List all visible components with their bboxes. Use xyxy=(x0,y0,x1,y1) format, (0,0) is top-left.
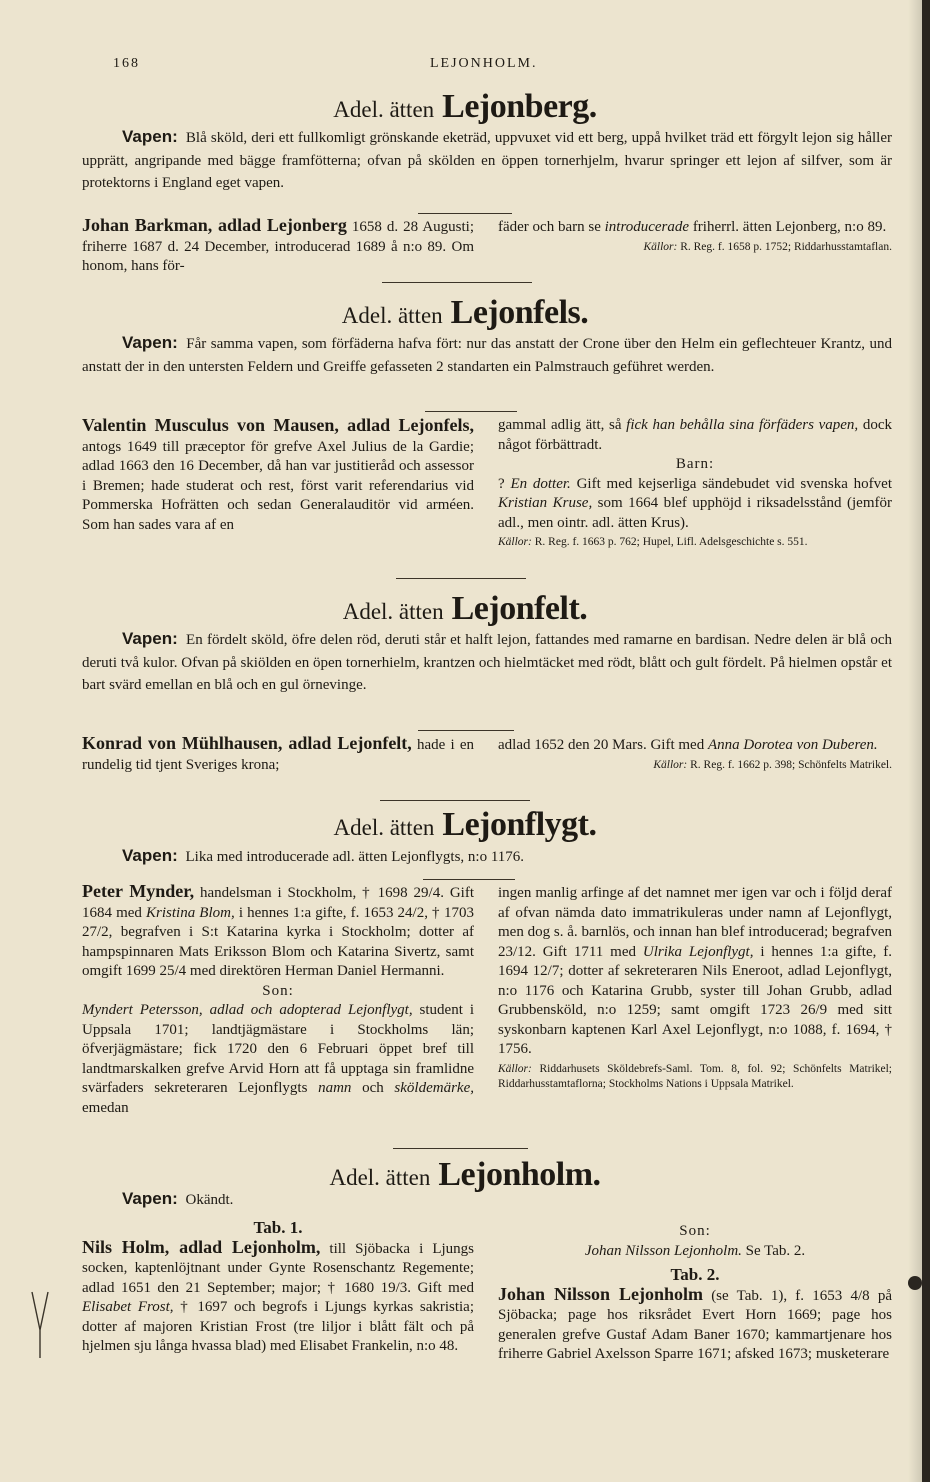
person-name: Konrad von Mühlhausen, adlad Lejonfelt, xyxy=(82,733,412,753)
section-title-lejonberg: Adel. ätten Lejonberg. xyxy=(333,88,597,125)
source-note: Källor: R. Reg. f. 1662 p. 398; Schönfelts Matrikel. xyxy=(653,758,892,771)
column-rule xyxy=(418,213,512,214)
page-edge xyxy=(922,0,930,1482)
entry-left-lejonfels: Valentin Musculus von Mausen, adlad Lejonfels, antogs 1649 till præceptor för grefve Axel Julius de la Gardie; adlad 1663 den 16 December, då han var justitieråd och assessor i Bremen; hade studerat och rest, först varit referendarius vid Pommerska Hofrätten och sedan Generalauditör vid arméen. Som han sades vara af en xyxy=(82,415,474,533)
section-rule xyxy=(396,578,526,579)
section-title-lejonholm: Adel. ätten Lejonholm. xyxy=(329,1156,601,1193)
section-rule xyxy=(393,1148,528,1149)
running-title: LEJONHOLM. xyxy=(430,56,538,71)
section-title-lejonflygt: Adel. ätten Lejonflygt. xyxy=(333,806,597,843)
source-note: Källor: Riddarhusets Sköldebrefs-Saml. Tom. 8, fol. 92; Schönfelts Matrikel; Riddarhusstamtaflorna; Stockholms Nations i Uppsala Matrikel. xyxy=(498,1062,893,1090)
person-name: Nils Holm, adlad Lejonholm, xyxy=(82,1236,321,1257)
section-title-lejonfels: Adel. ätten Lejonfels. xyxy=(341,294,589,331)
son-heading: Son: xyxy=(262,982,294,999)
person-name: Johan Barkman, adlad Lejonberg xyxy=(82,215,347,235)
column-rule xyxy=(418,730,514,731)
entry-right-lejonholm: Son: Johan Nilsson Lejonholm. Se Tab. 2. Tab. 2. Johan Nilsson Lejonholm (se Tab. 1), f. 1653 4/8 på Sjöbacka; page hos riksrådet Evert Horn 1669; page hos generalen grefve Gustaf Adam Baner 1670; kammartjenare hos friherre Gabriel Axelsson Sparre 1671; afsked 1673; musketerare xyxy=(498,1223,892,1362)
margin-pencil-mark xyxy=(30,1290,50,1360)
vapen-lejonflygt: Vapen: Lika med introducerade adl. ätten Lejonflygts, n:o 1176. xyxy=(122,846,525,865)
children-heading: Barn: xyxy=(675,456,715,472)
entry-right-lejonberg: fäder och barn se introducerade friherrl. ätten Lejonberg, n:o 89. Källor: R. Reg. f. 1658 p. 1752; Riddarhusstamtaflan. xyxy=(498,219,892,253)
column-rule xyxy=(425,411,517,412)
table-heading: Tab. 2. xyxy=(670,1265,720,1284)
entry-left-lejonflygt: Peter Mynder, handelsman i Stockholm, † 1698 29/4. Gift 1684 med Kristina Blom, i hennes 1:a gifte, f. 1653 24/2, † 1703 27/2, begrafven i S:t Katarina kyrka i Stockholm; dotter af hampspinnaren Mats Eriksson Blom och Katarina Sivertz, samt omgift 1699 25/4 med direktören Herman Daniel Hermanni. Son: Myndert Petersson, adlad och adopterad Lejonflygt, student i Uppsala 1701; landtjägmästare i Stockholms län; öfverjägmästare; fick 1720 den 6 Februari öppet bref till landtmarskalken grefve Arvid Horn att få upptaga sin framlidne svärfaders sekreteraren Lejonflygts namn och sköldemärke, emedan xyxy=(82,881,475,1116)
ink-blot xyxy=(908,1276,922,1290)
vapen-lejonberg: Vapen: Blå sköld, deri ett fullkomligt grönskande eketräd, uppvuxet vid ett berg, uppå hvilket träd ett förgylt lejon sig håller upprätt, angripande med bägge framfötterna; ofvan på skölden en öppen tornerhjelm, hvarur springer ett lejon af silfver, som är protektorns i England eget vapen. xyxy=(82,127,892,191)
running-header xyxy=(0,56,930,80)
entry-left-lejonfelt: Konrad von Mühlhausen, adlad Lejonfelt, hade i en rundelig tid tjent Sveriges krona; xyxy=(82,733,475,773)
vapen-lejonholm: Vapen: Okändt. xyxy=(122,1189,234,1208)
page-gutter-shadow xyxy=(908,0,922,1482)
table-heading: Tab. 1. xyxy=(253,1218,303,1237)
section-title-lejonfelt: Adel. ätten Lejonfelt. xyxy=(342,590,588,627)
section-rule xyxy=(380,800,530,801)
entry-right-lejonfels: gammal adlig ätt, så fick han behålla sina förfäders vapen, dock något förbättradt. Barn: ? En dotter. Gift med kejserliga sändebudet vid svenska hofvet Kristian Kruse, som 1664 blef upphöjd i riksadelsstånd (jemför adl., men ointr. adl. ätten Krus). Källor: R. Reg. f. 1663 p. 762; Hupel, Lifl. Adelsgeschichte s. 551. xyxy=(498,417,892,548)
entry-right-lejonflygt: ingen manlig arfinge af det namnet mer igen var och i följd deraf af ofvan nämda dato immatrikuleras under namn af Lejonflygt, men dog s. å. barnlös, och innan han blef introducerad; begrafven 23/12. Gift 1711 med Ulrika Lejonflygt, i hennes 1:a gifte, f. 1694 12/7; dotter af sekreteraren Nils Eneroot, adlad Lejonflygt, n:o 1176 och Katarina Grubb, syster till Johan Grubb, adlad Grubbensköld, n:o 1259; samt omgift 1723 26/9 med sitt syskonbarn kaptenen Karl Axel Lejonflygt, n:o 1088, f. 1694, † 1756. Källor: Riddarhusets Sköldebrefs-Saml. Tom. 8, fol. 92; Schönfelts Matrikel; Riddarhusstamtaflorna; Stockholms Nations i Uppsala Matrikel. xyxy=(498,885,893,1090)
vapen-lejonfels: Vapen: Får samma vapen, som förfäderna hafva fört: nur das anstatt der Crone über den Helm ein geflechteuer Krantz, und anstatt der in den untersten Feldern und Greiffe gefasseten 2 standarten ein Palmstrauch geführet werden. xyxy=(82,333,893,375)
column-rule xyxy=(423,879,515,880)
section-rule xyxy=(382,282,532,283)
entry-left-lejonholm: Tab. 1. Nils Holm, adlad Lejonholm, till Sjöbacka i Ljungs socken, kaptenlöjtnant under Gynte Rosenschantz Regemente; adlad 1651 den 21 September; major; † 1680 19/3. Gift med Elisabet Frost, † 1697 och begrofs i Ljungs kyrkas sakristia; dotter af majoren Kristian Frost (tre liljor i blått fält och på hjelmen sju långa hvassa blad) med Elisabet Frankelin, n:o 48. xyxy=(82,1218,475,1354)
vapen-lejonfelt: Vapen: En fördelt sköld, öfre delen röd, deruti står et halft lejon, fattandes med ramarne en bardisan. Nedre delen är blå och deruti två kulor. Ofvan på skiölden en öpen tornerhielm, krantzen och hielmtäcket med rödt, blått och gult fördelt. På hielmen opstår et bart svärd emellan en blå och en gul örnevinge. xyxy=(82,629,893,693)
person-name: Johan Nilsson Lejonholm xyxy=(498,1283,703,1304)
person-name: Valentin Musculus von Mausen, adlad Lejonfels, xyxy=(82,415,474,435)
entry-left-lejonberg: Johan Barkman, adlad Lejonberg 1658 d. 28 Augusti; friherre 1687 d. 24 December, introducerad 1689 å n:o 89. Om honom, hans för- xyxy=(82,215,474,274)
source-note: Källor: R. Reg. f. 1658 p. 1752; Riddarhusstamtaflan. xyxy=(643,240,892,253)
person-name: Peter Mynder, xyxy=(82,881,195,901)
source-note: Källor: R. Reg. f. 1663 p. 762; Hupel, Lifl. Adelsgeschichte s. 551. xyxy=(498,536,808,548)
entry-right-lejonfelt: adlad 1652 den 20 Mars. Gift med Anna Dorotea von Duberen. Källor: R. Reg. f. 1662 p. 398; Schönfelts Matrikel. xyxy=(498,737,892,771)
son-heading: Son: xyxy=(679,1223,711,1239)
page-number: 168 xyxy=(113,56,140,71)
